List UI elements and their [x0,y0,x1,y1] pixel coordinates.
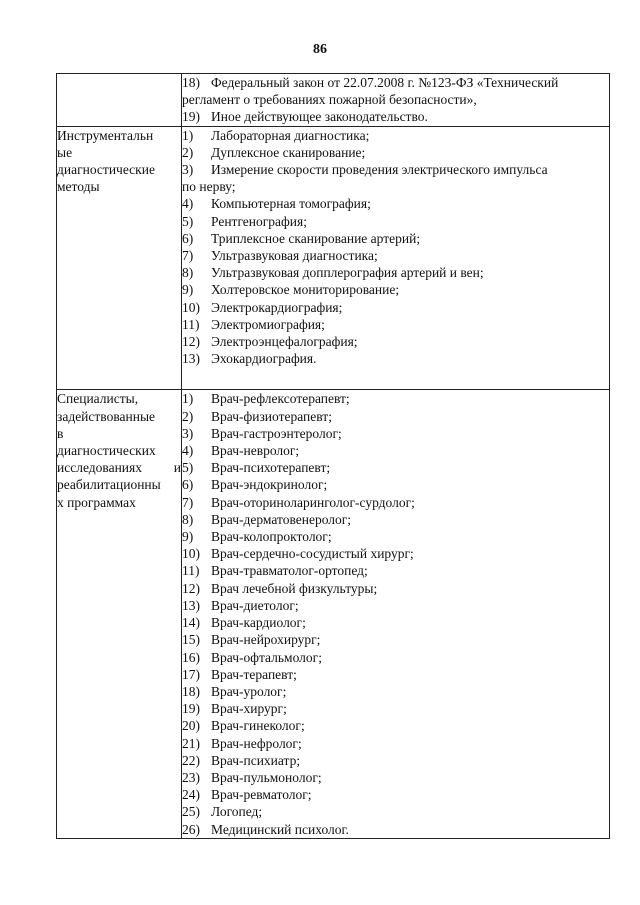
list-item [182,821,609,838]
list-item [182,442,609,459]
row-label-line: методы [57,179,100,195]
table-row [57,74,610,127]
list-item-number: 19) [182,701,200,717]
list-item [182,108,609,125]
list-item [182,752,609,769]
list-item-text: Врач-сердечно-сосудистый хирург; [211,546,414,562]
list-item-number: 19) [182,109,200,125]
list-item-number: 10) [182,546,200,562]
list-item [182,333,609,350]
list-item [182,195,609,212]
list-item [182,666,609,683]
list-item [182,350,609,367]
list-item-text: Врач-терапевт; [211,666,297,682]
list-item [182,683,609,700]
list-item [182,74,609,91]
list-item [182,264,609,281]
list-item-number: 5) [182,213,194,229]
list-item-text: Электрокардиография; [211,299,343,315]
list-item-number: 9) [182,282,194,298]
list-item-number: 9) [182,529,194,545]
row-label-line: ые [57,144,73,160]
list-item [182,528,609,545]
list-item-number: 11) [182,563,200,579]
list-item-text: Эхокардиография. [211,351,317,367]
row-label-line: исследованиях и [57,460,181,476]
list-item [182,631,609,648]
row-label-line: диагностические [57,162,155,178]
list-item-number: 4) [182,443,194,459]
list-item-text: Врач-психотерапевт; [211,460,331,476]
list-item-number: 2) [182,408,194,424]
list-item-number: 3) [182,162,194,178]
list-item [182,213,609,230]
list-item [182,144,609,161]
list-item-number: 11) [182,316,200,332]
row-label-line: диагностических [57,443,156,459]
list-item-number: 4) [182,196,194,212]
row-label-cell [57,390,182,838]
list-item-text: Измерение скорости проведения электрического импульса [211,162,548,178]
row-label-line: реабилитационны [57,477,161,493]
list-item-number: 18) [182,683,200,699]
list-item-number: 5) [182,460,194,476]
list-item [182,425,609,442]
list-item-text: Холтеровское мониторирование; [211,282,400,298]
row-label-line: в [57,425,64,441]
row-label-line: х программах [57,494,136,510]
list-item-number: 10) [182,299,200,315]
list-item-text: Врач-пульмонолог; [211,769,322,785]
list-item-text: Лабораторная диагностика; [211,127,370,143]
list-item-number: 21) [182,735,200,751]
list-item-number: 12) [182,580,200,596]
list-item [182,127,609,144]
list-item [182,562,609,579]
list-item-text: Медицинский психолог. [211,821,349,837]
list-item-text: Иное действующее законодательство. [211,109,428,125]
list-item-text: Врач-хирург; [211,701,287,717]
list-item-text: Врач-кардиолог; [211,615,306,631]
list-item [182,161,609,178]
list-item-text: Врач-нейрохирург; [211,632,321,648]
list-item-text: Электромиография; [211,316,325,332]
list-item-text: Ультразвуковая допплерография артерий и вен; [211,265,484,281]
list-item-number: 8) [182,265,194,281]
list-item [182,494,609,511]
list-item-number: 13) [182,597,200,613]
cell-spacer [182,367,609,389]
list-item-text: Врач-диетолог; [211,597,299,613]
row-label-line: задействованные [57,408,156,424]
list-item-text: Компьютерная томография; [211,196,371,212]
list-item-text: Триплексное сканирование артерий; [211,230,421,246]
list-item-text: Врач-рефлексотерапевт; [211,391,350,407]
list-item-text: Врач-невролог; [211,443,300,459]
list-item-text: Врач-офтальмолог; [211,649,322,665]
row-list-cell [182,126,610,390]
list-item [182,769,609,786]
list-item-text: Врач-нефролог; [211,735,302,751]
list-item-number: 24) [182,787,200,803]
content-table [56,73,610,839]
list-item-number: 14) [182,615,200,631]
list-item [182,299,609,316]
list-item-text: Врач-дерматовенеролог; [211,511,352,527]
row-label-line: Специалисты, [57,391,139,407]
list-item [182,545,609,562]
list-item-text: Логопед; [211,804,263,820]
list-item [182,597,609,614]
list-item [182,735,609,752]
list-item [182,408,609,425]
list-item-number: 7) [182,248,194,264]
list-item-continuation: по нерву; [182,179,236,195]
list-item-text: Врач лечебной физкультуры; [211,580,378,596]
list-item [182,390,609,407]
list-item-text: Врач-колопроктолог; [211,529,332,545]
list-item-text: Дуплексное сканирование; [211,144,366,160]
list-item-text: Врач-психиатр; [211,752,301,768]
list-item-text: Врач-ревматолог; [211,787,312,803]
list-item-text: Электроэнцефалография; [211,334,358,350]
list-item [182,511,609,528]
table-row [57,126,610,390]
list-item-text: Ультразвуковая диагностика; [211,248,378,264]
list-item-number: 2) [182,144,194,160]
list-item-number: 23) [182,769,200,785]
list-item [182,247,609,264]
list-item [182,580,609,597]
list-item [182,459,609,476]
list-item-text: Врач-физиотерапевт; [211,408,332,424]
list-item-text: Врач-оториноларинголог-сурдолог; [211,494,415,510]
list-item [182,700,609,717]
list-item-number: 18) [182,75,200,90]
list-item-text: Врач-травматолог-ортопед; [211,563,368,579]
list-item-number: 6) [182,477,194,493]
list-item-number: 6) [182,230,194,246]
row-label-line: Инструментальн [57,127,154,143]
list-item-number: 22) [182,752,200,768]
list-item-text: Врач-эндокринолог; [211,477,328,493]
list-item-number: 17) [182,666,200,682]
row-label-cell [57,74,182,127]
list-item-text: Рентгенография; [211,213,307,229]
list-item-text: Врач-гинеколог; [211,718,305,734]
row-label-cell [57,126,182,390]
list-item-text: Федеральный закон от 22.07.2008 г. №123-ФЗ «Технический [211,75,559,90]
list-item [182,614,609,631]
list-item-number: 1) [182,391,194,407]
row-list-cell [182,74,610,127]
list-item [182,649,609,666]
list-item [182,281,609,298]
table-row [57,390,610,838]
list-item [182,316,609,333]
page-number: 86 [313,42,327,57]
list-item-number: 12) [182,334,200,350]
list-item [182,476,609,493]
list-item-number: 7) [182,494,194,510]
list-item-continuation: регламент о требованиях пожарной безопасности», [182,92,477,108]
list-item-number: 1) [182,127,194,143]
list-item-number: 20) [182,718,200,734]
list-item-text: Врач-гастроэнтеролог; [211,425,342,441]
list-item [182,230,609,247]
list-item-number: 15) [182,632,200,648]
list-item-number: 25) [182,804,200,820]
list-item-number: 16) [182,649,200,665]
list-item-number: 13) [182,351,200,367]
list-item-number: 26) [182,821,200,837]
list-item [182,803,609,820]
row-list-cell [182,390,610,838]
list-item-text: Врач-уролог; [211,683,287,699]
list-item-number: 3) [182,425,194,441]
list-item [182,717,609,734]
list-item [182,786,609,803]
list-item-number: 8) [182,511,194,527]
